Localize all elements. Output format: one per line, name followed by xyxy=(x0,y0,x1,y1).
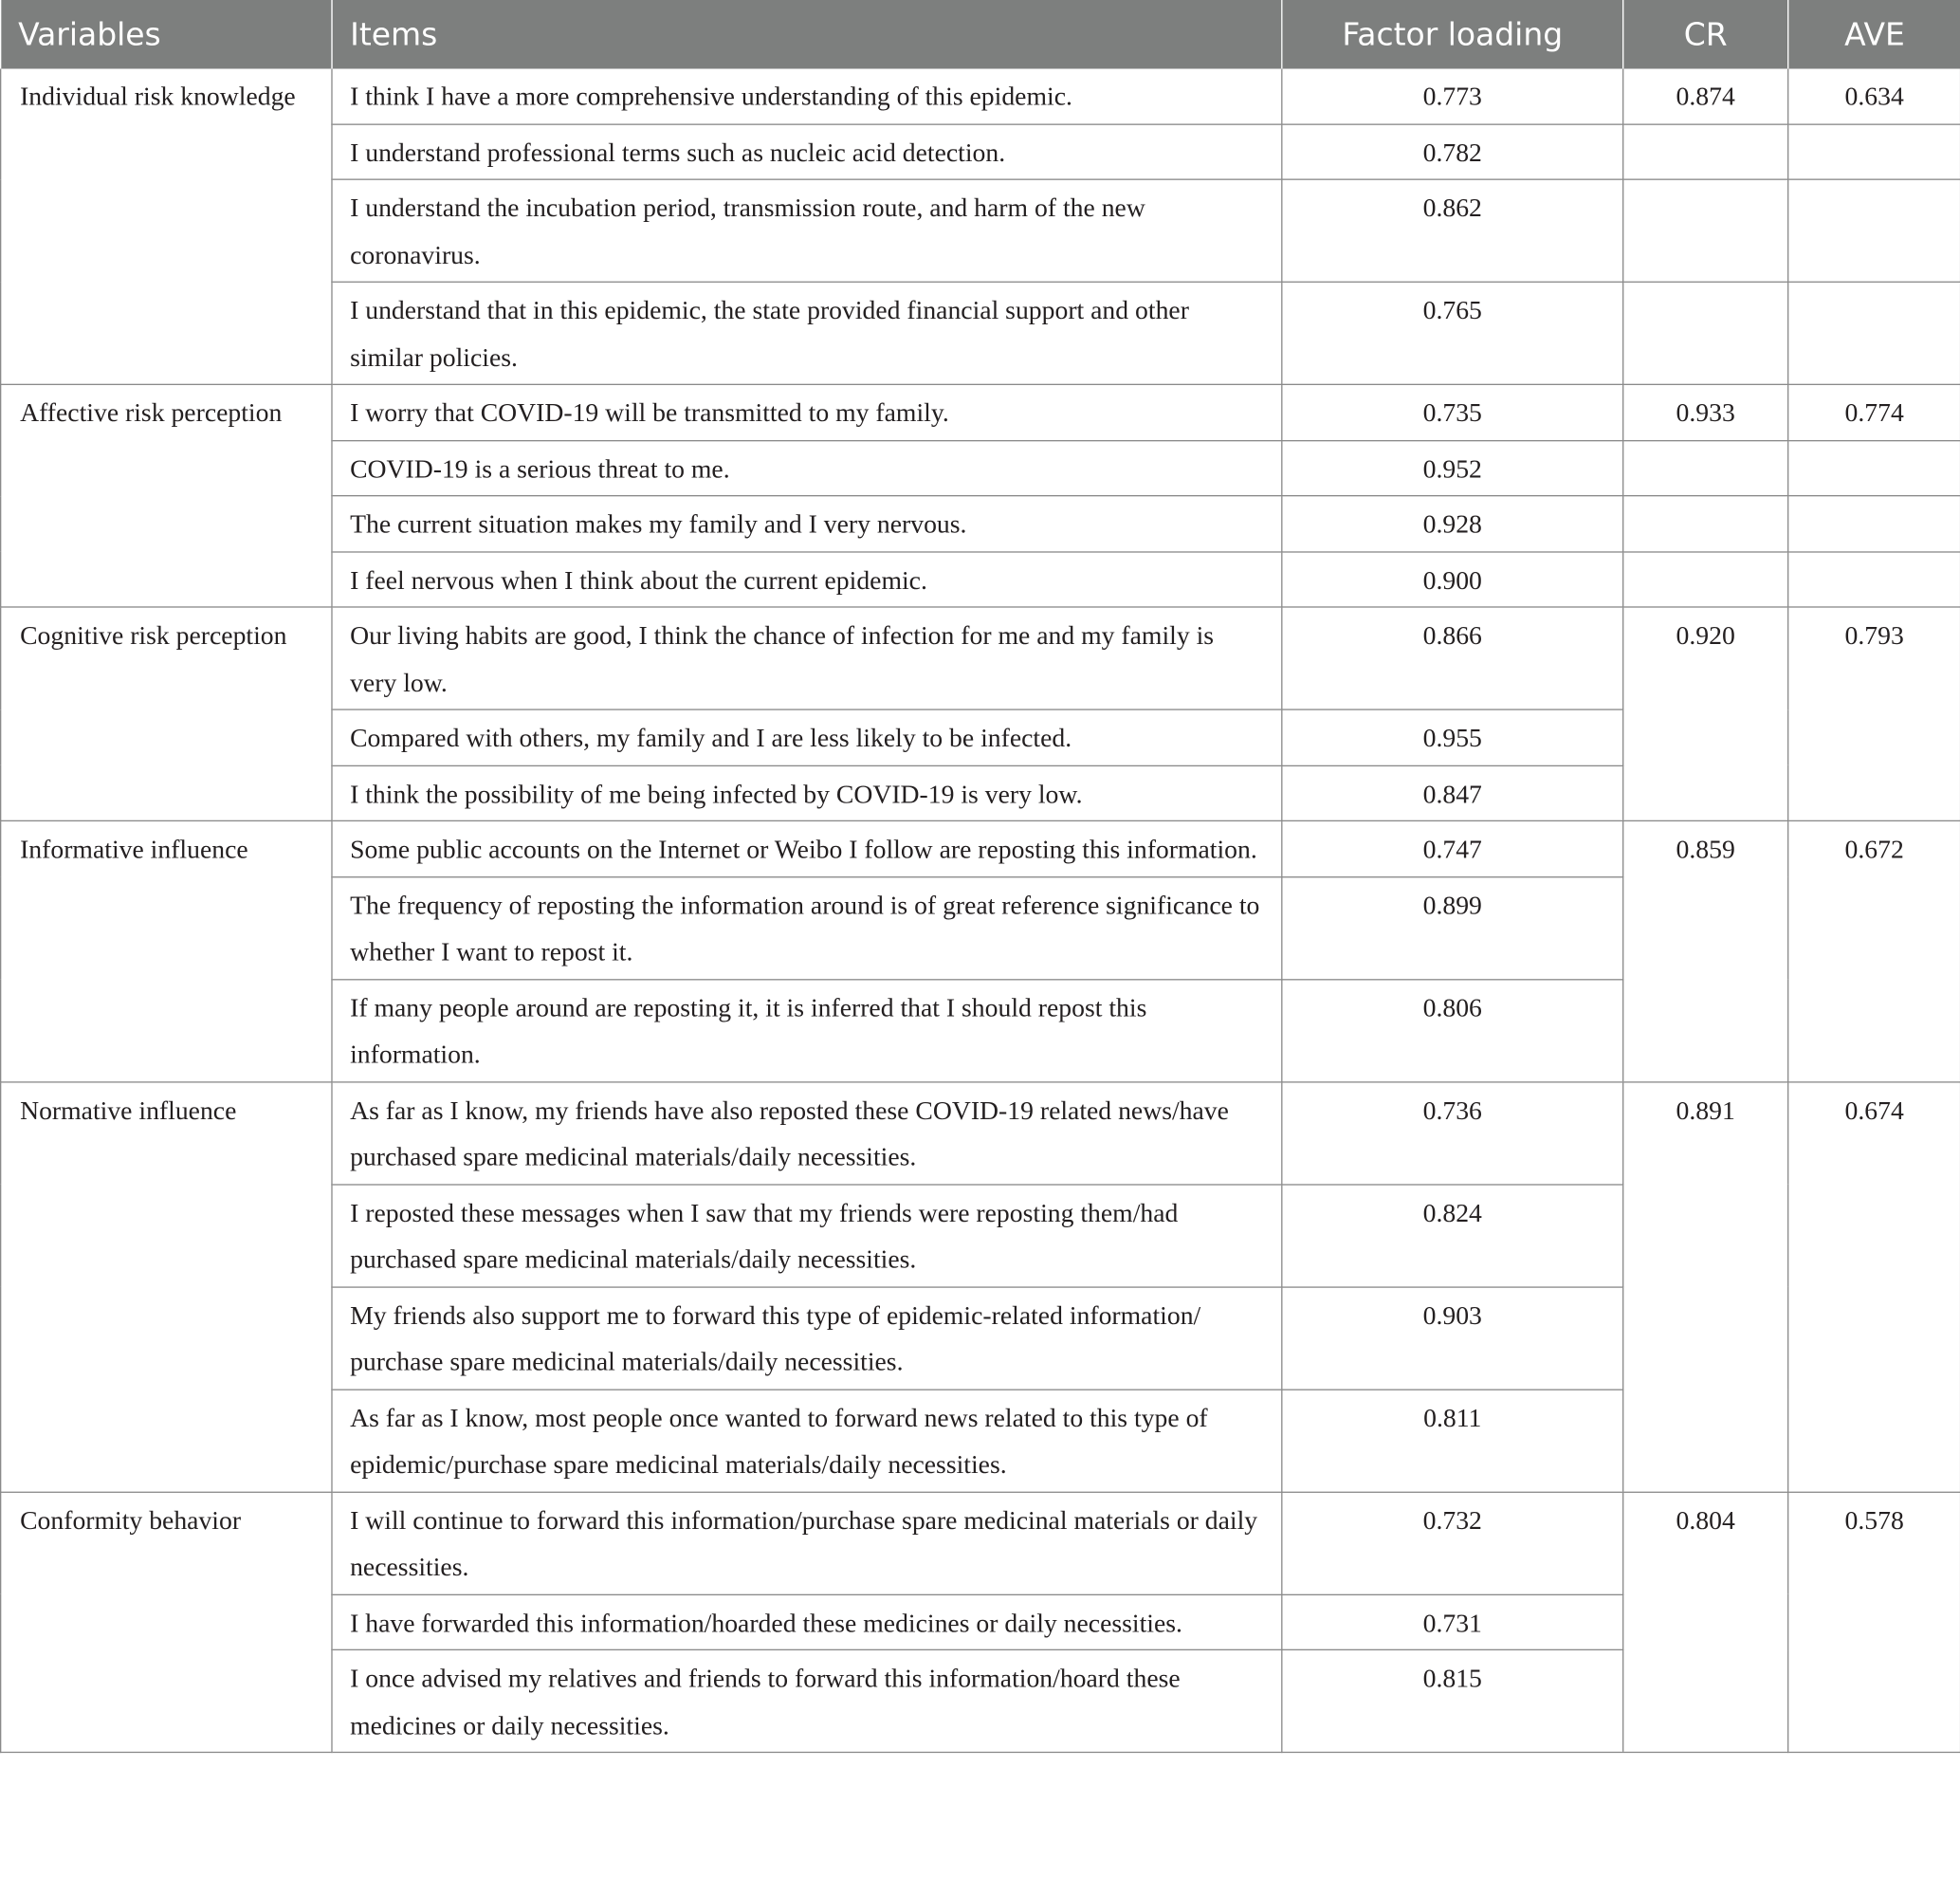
item-cell: My friends also support me to forward this type of epidemic-related information/ purchase spare medicinal materials/daily necessities. xyxy=(332,1286,1282,1389)
ave-cell: 0.774 xyxy=(1788,384,1960,440)
factor-loading-cell: 0.811 xyxy=(1282,1390,1623,1492)
header-row xyxy=(1,0,1960,69)
header-ave: AVE xyxy=(1788,0,1960,69)
factor-loading-cell: 0.824 xyxy=(1282,1184,1623,1286)
cr-cell xyxy=(1623,551,1788,607)
table-row xyxy=(1,820,1960,876)
ave-cell: 0.672 xyxy=(1788,820,1960,1081)
factor-loading-cell: 0.773 xyxy=(1282,69,1623,124)
factor-loading-cell: 0.903 xyxy=(1282,1286,1623,1389)
factor-loading-cell: 0.782 xyxy=(1282,124,1623,180)
ave-cell: 0.793 xyxy=(1788,607,1960,820)
item-cell: I think the possibility of me being infected by COVID-19 is very low. xyxy=(332,765,1282,821)
factor-loading-cell: 0.731 xyxy=(1282,1594,1623,1650)
factor-loading-cell: 0.815 xyxy=(1282,1649,1623,1752)
table-row xyxy=(1,384,1960,440)
ave-cell xyxy=(1788,551,1960,607)
item-cell: I understand professional terms such as nucleic acid detection. xyxy=(332,124,1282,180)
cr-cell: 0.920 xyxy=(1623,607,1788,820)
ave-cell xyxy=(1788,440,1960,496)
item-cell: Some public accounts on the Internet or Weibo I follow are reposting this information. xyxy=(332,820,1282,876)
item-cell: Compared with others, my family and I are less likely to be infected. xyxy=(332,709,1282,765)
factor-loading-cell: 0.847 xyxy=(1282,765,1623,821)
variable-cell: Cognitive risk perception xyxy=(1,607,332,820)
factor-loading-cell: 0.765 xyxy=(1282,282,1623,384)
table-row xyxy=(1,1492,1960,1594)
cr-cell xyxy=(1623,124,1788,180)
cr-cell xyxy=(1623,179,1788,282)
factor-loading-cell: 0.806 xyxy=(1282,979,1623,1081)
factor-loading-cell: 0.735 xyxy=(1282,384,1623,440)
cr-cell xyxy=(1623,440,1788,496)
factor-loading-cell: 0.866 xyxy=(1282,607,1623,709)
ave-cell: 0.674 xyxy=(1788,1081,1960,1491)
item-cell: The current situation makes my family and I very nervous. xyxy=(332,496,1282,552)
ave-cell xyxy=(1788,124,1960,180)
variable-cell: Conformity behavior xyxy=(1,1492,332,1753)
item-cell: I worry that COVID-19 will be transmitted to my family. xyxy=(332,384,1282,440)
ave-cell xyxy=(1788,496,1960,552)
item-cell: I reposted these messages when I saw that my friends were reposting them/had purchased spare medicinal materials/daily necessities. xyxy=(332,1184,1282,1286)
header-cr: CR xyxy=(1623,0,1788,69)
factor-loading-cell: 0.900 xyxy=(1282,551,1623,607)
item-cell: Our living habits are good, I think the chance of infection for me and my family is very low. xyxy=(332,607,1282,709)
cr-cell: 0.804 xyxy=(1623,1492,1788,1753)
header-items: Items xyxy=(332,0,1282,69)
item-cell: I have forwarded this information/hoarded these medicines or daily necessities. xyxy=(332,1594,1282,1650)
factor-loading-cell: 0.952 xyxy=(1282,440,1623,496)
factor-loading-cell: 0.862 xyxy=(1282,179,1623,282)
cr-cell xyxy=(1623,282,1788,384)
variable-cell: Informative influence xyxy=(1,820,332,1081)
cr-cell: 0.859 xyxy=(1623,820,1788,1081)
cr-cell: 0.891 xyxy=(1623,1081,1788,1491)
header-variables: Variables xyxy=(1,0,332,69)
item-cell: As far as I know, most people once wanted to forward news related to this type of epidemic/purchase spare medicinal materials/daily necessities. xyxy=(332,1390,1282,1492)
ave-cell: 0.578 xyxy=(1788,1492,1960,1753)
ave-cell xyxy=(1788,282,1960,384)
item-cell: I feel nervous when I think about the current epidemic. xyxy=(332,551,1282,607)
item-cell: I will continue to forward this information/purchase spare medicinal materials or daily necessities. xyxy=(332,1492,1282,1594)
table-body xyxy=(1,69,1960,1753)
item-cell: I once advised my relatives and friends to forward this information/hoard these medicines or daily necessities. xyxy=(332,1649,1282,1752)
item-cell: The frequency of reposting the information around is of great reference significance to whether I want to repost it. xyxy=(332,876,1282,979)
cr-cell: 0.874 xyxy=(1623,69,1788,124)
cr-cell: 0.933 xyxy=(1623,384,1788,440)
ave-cell: 0.634 xyxy=(1788,69,1960,124)
item-cell: I understand the incubation period, transmission route, and harm of the new coronavirus. xyxy=(332,179,1282,282)
variable-cell: Individual risk knowledge xyxy=(1,69,332,385)
factor-loading-cell: 0.747 xyxy=(1282,820,1623,876)
header-factor-loading: Factor loading xyxy=(1282,0,1623,69)
table-row xyxy=(1,607,1960,709)
variable-cell: Affective risk perception xyxy=(1,384,332,607)
item-cell: COVID-19 is a serious threat to me. xyxy=(332,440,1282,496)
table-header xyxy=(1,0,1960,69)
factor-loading-cell: 0.928 xyxy=(1282,496,1623,552)
item-cell: As far as I know, my friends have also reposted these COVID-19 related news/have purchased spare medicinal materials/daily necessities. xyxy=(332,1081,1282,1184)
table-row xyxy=(1,1081,1960,1184)
factor-loading-cell: 0.955 xyxy=(1282,709,1623,765)
item-cell: If many people around are reposting it, it is inferred that I should repost this information. xyxy=(332,979,1282,1081)
table-row xyxy=(1,69,1960,124)
ave-cell xyxy=(1788,179,1960,282)
item-cell: I think I have a more comprehensive understanding of this epidemic. xyxy=(332,69,1282,124)
variable-cell: Normative influence xyxy=(1,1081,332,1491)
cr-cell xyxy=(1623,496,1788,552)
factor-loading-cell: 0.736 xyxy=(1282,1081,1623,1184)
item-cell: I understand that in this epidemic, the state provided financial support and other similar policies. xyxy=(332,282,1282,384)
factor-loading-cell: 0.899 xyxy=(1282,876,1623,979)
factor-loading-cell: 0.732 xyxy=(1282,1492,1623,1594)
